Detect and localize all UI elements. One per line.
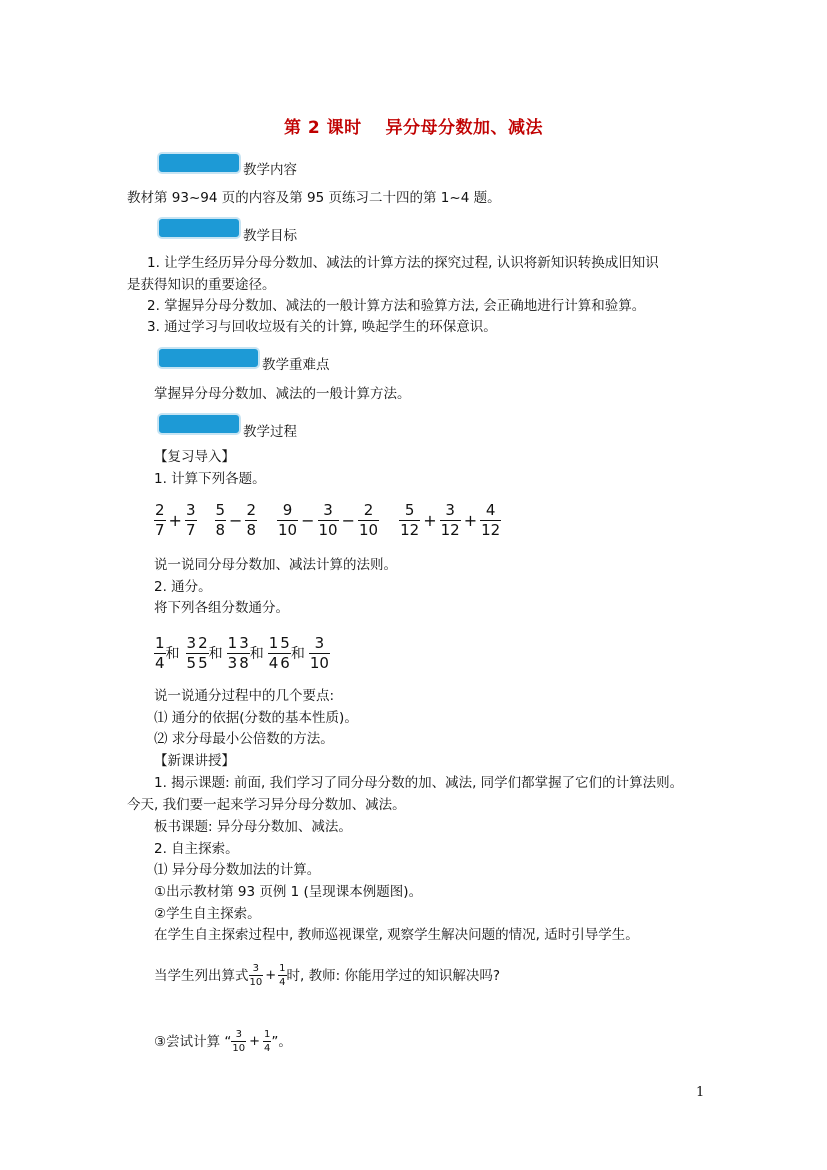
fraction: $\frac{3}{10}$ — [318, 501, 338, 539]
goal-3: 3. 通过学习与回收垃圾有关的计算, 唤起学生的环保意识。 — [147, 319, 497, 335]
fraction: $\frac{3}{7}$ — [185, 501, 196, 539]
section-heading-process: 教学过程 — [243, 424, 297, 440]
page-number: 1 — [696, 1085, 705, 1100]
fraction: $\frac{3}{10}$ — [249, 963, 263, 988]
fraction: $\frac{3}{10}$ — [309, 634, 329, 672]
fraction: $\frac{5}{8}$ — [215, 501, 226, 539]
and-label: 和 — [290, 645, 305, 662]
point-1: ⑴ 通分的依据(分数的基本性质)。 — [154, 710, 358, 726]
new-lesson-1: 1. 揭示课题: 前面, 我们学习了同分母分数的加、减法, 同学们都掌握了它们的计算法则。 — [154, 775, 684, 791]
fraction: $\frac{3}{10}$ — [232, 1029, 246, 1054]
fraction: $\frac{1}{4}$ — [268, 634, 279, 672]
section-marker — [157, 413, 241, 435]
fraction: $\frac{1}{4}$ — [264, 1029, 271, 1054]
section-heading-goals: 教学目标 — [243, 228, 297, 244]
board-title: 板书课题: 异分母分数加、减法。 — [154, 819, 352, 835]
fraction: $\frac{2}{8}$ — [246, 501, 256, 539]
explore-heading: 2. 自主探索。 — [154, 841, 239, 857]
and-label: 和 — [208, 645, 223, 662]
step-2-text: 在学生自主探索过程中, 教师巡视课堂, 观察学生解决问题的情况, 适时引导学生。 — [154, 927, 639, 943]
question-1: 1. 计算下列各题。 — [154, 471, 266, 487]
fraction: $\frac{3}{12}$ — [440, 501, 460, 539]
goal-2: 2. 掌握异分母分数加、减法的一般计算方法和验算方法, 会正确地进行计算和验算。 — [147, 298, 646, 314]
section-heading-content: 教学内容 — [243, 162, 297, 178]
fraction: $\frac{9}{10}$ — [278, 501, 298, 539]
explore-1: ⑴ 异分母分数加法的计算。 — [154, 862, 321, 878]
new-lesson-1-cont: 今天, 我们要一起来学习异分母分数加、减法。 — [127, 797, 406, 813]
goal-1-cont: 是获得知识的重要途径。 — [127, 277, 276, 293]
fraction-groups-row — [154, 635, 330, 672]
fraction: $\frac{5}{12}$ — [400, 501, 420, 539]
question-2: 2. 通分。 — [154, 579, 212, 595]
expressions-row: $\frac{2}{7}$ + $\frac{3}{7}$ $\frac{5}{8}$ − $\frac{2}{8}$ $\frac{9}{10}$ − $\frac{3}{10}$ − $\frac{2}{10}$ $\frac{5}{12}$ + $\frac{3}{12}$ + $\frac{4}{12}$ — [155, 501, 501, 539]
section-heading-key: 教学重难点 — [262, 357, 330, 373]
step-3-line: ③尝试计算 “ $\frac{3}{10}$ + $\frac{1}{4}$ ”。 — [154, 1029, 292, 1054]
and-label: 和 — [249, 645, 264, 662]
fraction: $\frac{2}{5}$ — [198, 634, 208, 672]
new-lesson-heading: 【新课讲授】 — [154, 753, 235, 769]
review-heading: 【复习导入】 — [154, 449, 235, 465]
key-text: 掌握异分母分数加、减法的一般计算方法。 — [154, 386, 411, 402]
fraction: $\frac{4}{12}$ — [481, 501, 501, 539]
say-rule: 说一说同分母分数加、减法计算的法则。 — [154, 557, 397, 573]
fraction: $\frac{3}{8}$ — [239, 634, 249, 672]
section-marker — [157, 347, 260, 369]
step-2: ②学生自主探索。 — [154, 906, 261, 922]
fraction: $\frac{2}{7}$ — [155, 501, 165, 539]
fraction: $\frac{5}{6}$ — [280, 634, 290, 672]
fraction: $\frac{1}{3}$ — [227, 634, 238, 672]
section-marker — [157, 217, 241, 239]
section-marker — [157, 152, 241, 174]
say-key-points: 说一说通分过程中的几个要点: — [154, 688, 335, 704]
page-title: 第 2 课时 异分母分数加、减法 — [283, 118, 544, 138]
fraction: $\frac{1}{4}$ — [155, 634, 165, 672]
question-2-sub: 将下列各组分数通分。 — [154, 600, 289, 616]
fraction: $\frac{1}{4}$ — [279, 963, 286, 988]
teacher-question-line: 当学生列出算式 $\frac{3}{10}$ + $\frac{1}{4}$ 时, 教师: 你能用学过的知识解决吗? — [154, 963, 501, 988]
content-text: 教材第 93~94 页的内容及第 95 页练习二十四的第 1~4 题。 — [127, 190, 501, 206]
point-2: ⑵ 求分母最小公倍数的方法。 — [154, 731, 334, 747]
and-label: 和 — [165, 645, 180, 662]
goal-1: 1. 让学生经历异分母分数加、减法的计算方法的探究过程, 认识将新知识转换成旧知识 — [147, 255, 659, 271]
fraction: $\frac{3}{5}$ — [186, 634, 197, 672]
step-1: ①出示教材第 93 页例 1 (呈现课本例题图)。 — [154, 884, 423, 900]
fraction: $\frac{2}{10}$ — [359, 501, 379, 539]
